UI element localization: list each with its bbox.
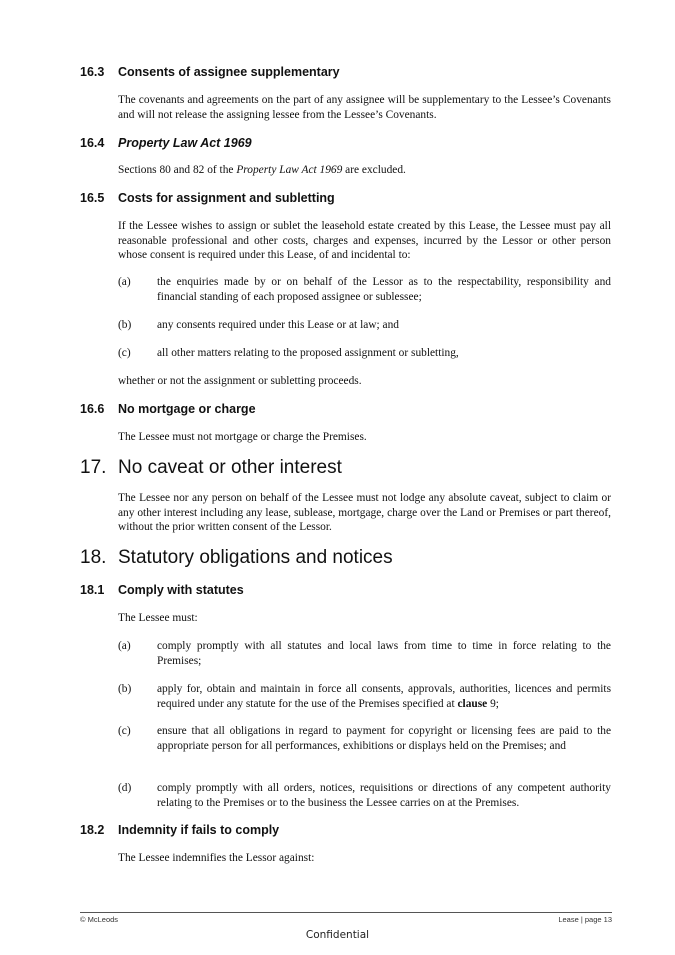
item-label: (a) [118, 640, 131, 652]
item-text: comply promptly with all statutes and local laws from time to time in force relating to the Premises; [157, 640, 611, 667]
footer-copyright: © McLeods [80, 915, 119, 924]
heading-16-4 [80, 136, 252, 150]
text-span: apply for, obtain and maintain in force all consents, approvals, authorities, licences and permits required under any statute for the use of the Premises specified at [157, 683, 611, 710]
paragraph-16-5: If the Lessee wishes to assign or sublet the leasehold estate created by this Lease, the Lessee must pay all reasonable professional and other costs, charges and expenses, incurred by the Lessor or other person whose consent is required under this Lease, of and incidental to: [118, 220, 611, 262]
heading-18-1 [80, 583, 244, 597]
paragraph-17: The Lessee nor any person on behalf of the Lessee must not lodge any absolute caveat, subject to claim or any other interest including any lease, sublease, mortgage, charge over the Land or Premises or part thereof, without the prior written consent of the Lessor. [118, 492, 611, 534]
paragraph-18-1: The Lessee must: [118, 612, 198, 624]
item-text: all other matters relating to the proposed assignment or subletting, [157, 347, 459, 359]
section-number: 16.5 [80, 191, 105, 205]
heading-17 [80, 457, 342, 479]
list-item [118, 781, 611, 810]
item-text: the enquiries made by or on behalf of the Lessor as to the respectability, responsibility and financial standing of each proposed assignee or sublessee; [157, 276, 611, 303]
item-label: (c) [118, 347, 131, 359]
heading-16-3 [80, 65, 340, 79]
item-text: comply promptly with all orders, notices, requisitions or directions of any competent authority relating to the Premises or to the business the Lessee carries on at the Premises. [157, 782, 611, 809]
section-title: Consents of assignee supplementary [118, 65, 340, 79]
heading-16-6 [80, 402, 256, 416]
section-title: No mortgage or charge [118, 402, 256, 416]
section-title: Costs for assignment and subletting [118, 191, 335, 205]
item-label: (c) [118, 725, 131, 737]
section-title: Comply with statutes [118, 583, 244, 597]
confidential-label: Confidential [305, 929, 370, 941]
section-number: 16.6 [80, 402, 105, 416]
item-label: (d) [118, 782, 132, 794]
act-name: Property Law Act 1969 [236, 164, 343, 176]
section-title: Statutory obligations and notices [118, 547, 393, 568]
section-number: 18. [80, 547, 107, 568]
text-span: Sections 80 and 82 of the [118, 164, 237, 176]
section-title: Indemnity if fails to comply [118, 823, 280, 837]
heading-16-5 [80, 191, 335, 205]
paragraph-18-2: The Lessee indemnifies the Lessor against: [118, 852, 315, 864]
item-text: any consents required under this Lease or at law; and [157, 319, 399, 331]
footer-divider [80, 912, 612, 913]
list-item [118, 639, 611, 668]
list-item [118, 724, 611, 753]
item-label: (a) [118, 276, 131, 288]
list-item [118, 346, 611, 361]
text-span: are excluded. [342, 164, 406, 176]
heading-18-2 [80, 823, 279, 837]
text-span: 9; [487, 697, 499, 710]
section-title: Property Law Act 1969 [118, 136, 252, 150]
section-number: 18.2 [80, 823, 105, 837]
clause-reference: clause [457, 697, 488, 710]
list-item [118, 682, 611, 711]
item-text [157, 682, 611, 711]
item-label: (b) [118, 319, 132, 331]
paragraph-16-4 [118, 163, 611, 178]
section-number: 16.4 [80, 136, 105, 150]
list-item [118, 275, 611, 304]
section-number: 17. [80, 457, 107, 478]
section-title: No caveat or other interest [118, 457, 342, 478]
item-label: (b) [118, 683, 132, 695]
heading-18 [80, 547, 393, 569]
section-number: 16.3 [80, 65, 105, 79]
paragraph-16-6: The Lessee must not mortgage or charge the Premises. [118, 431, 367, 443]
item-text: ensure that all obligations in regard to payment for copyright or licensing fees are paid to the appropriate person for all performances, exhibitions or displays held on the Premises; and [157, 725, 611, 752]
footer-page-number: Lease | page 13 [558, 915, 612, 924]
section-number: 18.1 [80, 583, 105, 597]
list-item [118, 318, 611, 333]
paragraph-16-3: The covenants and agreements on the part of any assignee will be supplementary to the Lessee’s Covenants and will not release the assigning lessee from the Lessee’s Covenants. [118, 94, 611, 121]
paragraph-16-5-closing: whether or not the assignment or subletting proceeds. [118, 375, 362, 387]
